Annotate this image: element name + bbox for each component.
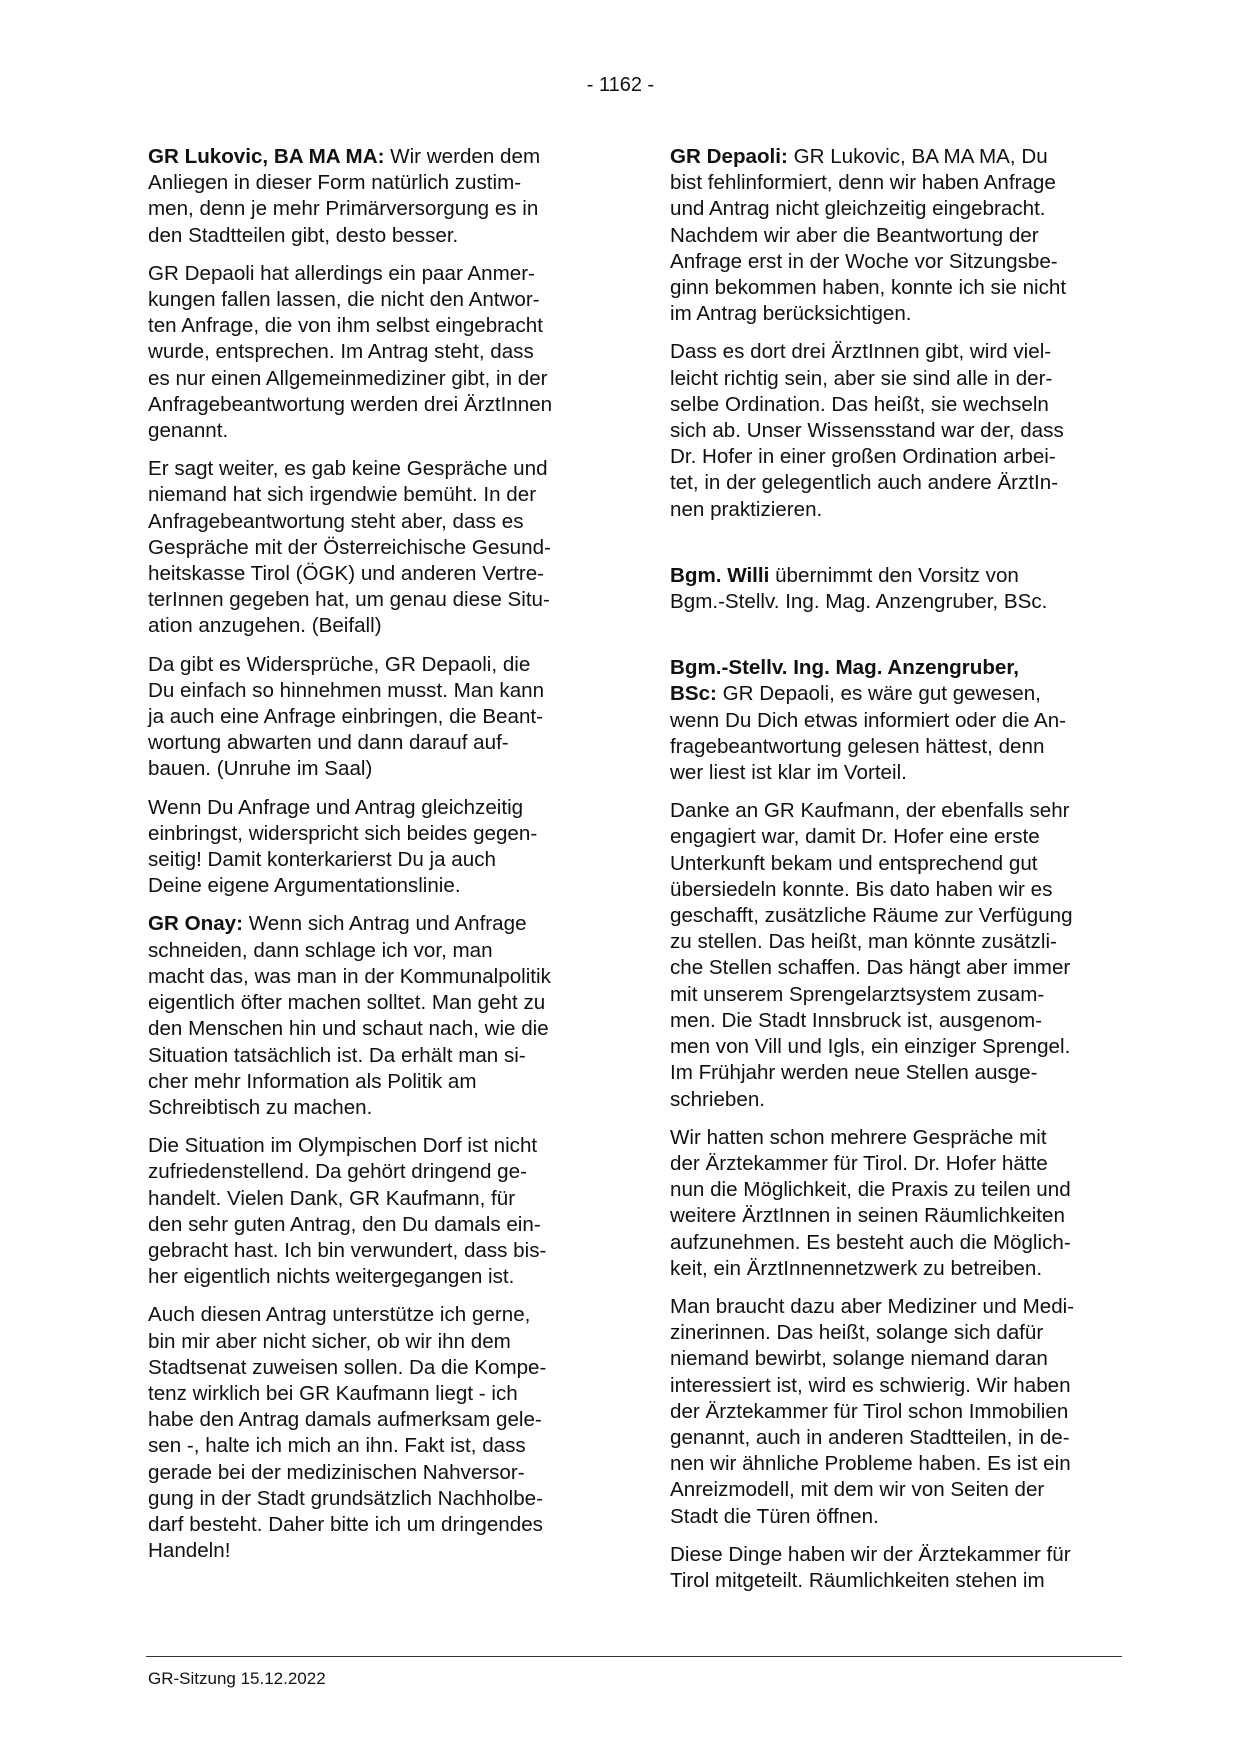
text-line: tet, in der gelegentlich auch andere ÄrztIn- <box>670 471 1059 495</box>
footer-session-date: GR-Sitzung 15.12.2022 <box>148 1669 326 1688</box>
text-line: aufzunehmen. Es besteht auch die Möglich- <box>670 1230 1071 1254</box>
text-line: heitskasse Tirol (ÖGK) und anderen Vertre- <box>148 562 545 586</box>
text-paragraph <box>670 1294 1125 1530</box>
text-paragraph <box>148 261 603 444</box>
text-line: Dass es dort drei ÄrztInnen gibt, wird viel- <box>670 340 1052 364</box>
text-paragraph <box>148 1133 603 1290</box>
text-line: Situation tatsächlich ist. Da erhält man si- <box>148 1043 526 1067</box>
text-line: Schreibtisch zu machen. <box>148 1095 373 1119</box>
text-line: Danke an GR Kaufmann, der ebenfalls sehr <box>670 799 1070 823</box>
right-column <box>670 144 1125 1606</box>
text-line: Unterkunft bekam und entsprechend gut <box>670 851 1038 875</box>
text-paragraph <box>670 1542 1125 1594</box>
text-line: darf besteht. Daher bitte ich um dringendes <box>148 1512 543 1536</box>
text-line: Dr. Hofer in einer großen Ordination arbei- <box>670 445 1056 469</box>
text-line: zu stellen. Das heißt, man könnte zusätzli- <box>670 930 1057 954</box>
text-line: handelt. Vielen Dank, GR Kaufmann, für <box>148 1186 516 1210</box>
text-line: Anfragebeantwortung steht aber, dass es <box>148 509 524 533</box>
speech-paragraph <box>670 655 1125 786</box>
text-paragraph <box>148 456 603 639</box>
text-line: den Menschen hin und schaut nach, wie die <box>148 1017 549 1041</box>
text-line: Bgm.-Stellv. Ing. Mag. Anzengruber, BSc. <box>670 590 1048 614</box>
text-line: Nachdem wir aber die Beantwortung der <box>670 223 1039 247</box>
text-line: eigentlich öfter machen solltet. Man geht zu <box>148 991 546 1015</box>
text-line: Diese Dinge haben wir der Ärztekammer für <box>670 1542 1071 1566</box>
text-line: geschafft, zusätzliche Räume zur Verfügung <box>670 904 1073 928</box>
text-line: gebracht hast. Ich bin verwundert, dass bis- <box>148 1238 547 1262</box>
text-line: bist fehlinformiert, denn wir haben Anfrage <box>670 171 1056 195</box>
speech-paragraph <box>670 144 1125 327</box>
text-line: genannt, auch in anderen Stadtteilen, in de- <box>670 1425 1070 1449</box>
text-line: engagiert war, damit Dr. Hofer eine erste <box>670 825 1040 849</box>
text-line: GR Depaoli: GR Lukovic, BA MA MA, Du <box>670 145 1048 168</box>
text-line: habe den Antrag damals aufmerksam gele- <box>148 1408 542 1432</box>
text-line: zufriedenstellend. Da gehört dringend ge- <box>148 1160 527 1184</box>
text-line: Auch diesen Antrag unterstütze ich gerne, <box>148 1303 531 1327</box>
text-line: bin mir aber nicht sicher, ob wir ihn dem <box>148 1329 511 1353</box>
text-line: schneiden, dann schlage ich vor, man <box>148 938 493 962</box>
text-line: und Antrag nicht gleichzeitig eingebracht. <box>670 197 1046 221</box>
text-line: niemand hat sich irgendwie bemüht. In der <box>148 483 537 507</box>
speaker-name: Bgm.-Stellv. Ing. Mag. Anzengruber, <box>670 656 1019 680</box>
text-line: Die Situation im Olympischen Dorf ist nicht <box>148 1134 538 1158</box>
text-line: ation anzugehen. (Beifall) <box>148 614 382 638</box>
text-line: übersiedeln konnte. Bis dato haben wir es <box>670 877 1053 901</box>
text-line: Handeln! <box>148 1539 231 1563</box>
text-line: Stadtsenat zuweisen sollen. Da die Kompe- <box>148 1355 547 1379</box>
text-line: den Stadtteilen gibt, desto besser. <box>148 223 459 247</box>
text-line: Wenn Du Anfrage und Antrag gleichzeitig <box>148 795 524 819</box>
text-line: sich ab. Unser Wissensstand war der, dass <box>670 419 1064 443</box>
speaker-name: GR Onay: <box>148 912 243 936</box>
text-line: Er sagt weiter, es gab keine Gespräche und <box>148 457 548 481</box>
text-line: selbe Ordination. Das heißt, sie wechseln <box>670 392 1049 416</box>
text-line: wenn Du Dich etwas informiert oder die An- <box>670 708 1067 732</box>
text-line: BSc: GR Depaoli, es wäre gut gewesen, <box>670 682 1041 706</box>
text-line: keit, ein ÄrztInnennetzwerk zu betreiben. <box>670 1256 1043 1280</box>
text-line: gerade bei der medizinischen Nahversor- <box>148 1460 525 1484</box>
speech-paragraph <box>148 144 603 249</box>
text-line: GR Onay: Wenn sich Antrag und Anfrage <box>148 912 527 936</box>
speaker-name: Bgm. Willi <box>670 563 770 587</box>
text-line: wer liest ist klar im Vorteil. <box>670 761 907 785</box>
text-line: Deine eigene Argumentationslinie. <box>148 874 461 898</box>
text-line: Bgm. Willi übernimmt den Vorsitz von <box>670 563 1019 587</box>
text-line: Du einfach so hinnehmen musst. Man kann <box>148 678 545 702</box>
speech-paragraph <box>148 911 603 1121</box>
text-line: leicht richtig sein, aber sie sind alle in der- <box>670 366 1053 390</box>
text-line: niemand bewirbt, solange niemand daran <box>670 1347 1048 1371</box>
text-line: Anfrage erst in der Woche vor Sitzungsbe- <box>670 249 1058 273</box>
text-line: ginn bekommen haben, konnte ich sie nicht <box>670 276 1067 300</box>
text-line: nen wir ähnliche Probleme haben. Es ist ein <box>670 1452 1071 1476</box>
text-line: den sehr guten Antrag, den Du damals ein- <box>148 1212 541 1236</box>
text-line: kungen fallen lassen, die nicht den Antwor- <box>148 288 540 312</box>
text-line: tenz wirklich bei GR Kaufmann liegt - ich <box>148 1381 518 1405</box>
text-line: nun die Möglichkeit, die Praxis zu teilen und <box>670 1178 1071 1202</box>
speaker-name: BSc: <box>670 682 717 706</box>
text-line: Anliegen in dieser Form natürlich zustim- <box>148 171 522 195</box>
text-line: Gespräche mit der Österreichische Gesund- <box>148 535 551 559</box>
speaker-name: GR Depaoli: <box>670 145 788 168</box>
text-line: bauen. (Unruhe im Saal) <box>148 757 373 781</box>
text-line: men von Vill und Igls, ein einziger Sprengel. <box>670 1035 1071 1059</box>
text-line: wurde, entsprechen. Im Antrag steht, dass <box>148 340 534 364</box>
text-line: sen -, halte ich mich an ihn. Fakt ist, dass <box>148 1434 526 1458</box>
text-line: GR Depaoli hat allerdings ein paar Anmer- <box>148 261 535 285</box>
text-line: Tirol mitgeteilt. Räumlichkeiten stehen im <box>670 1568 1045 1592</box>
text-line: Da gibt es Widersprüche, GR Depaoli, die <box>148 652 531 676</box>
left-column <box>148 144 603 1576</box>
text-line: terInnen gegeben hat, um genau diese Situ- <box>148 588 550 612</box>
text-line: einbringst, widerspricht sich beides gegen- <box>148 821 538 845</box>
text-line: im Antrag berücksichtigen. <box>670 302 912 326</box>
text-line: Wir hatten schon mehrere Gespräche mit <box>670 1125 1047 1149</box>
footer-divider <box>146 1656 1122 1657</box>
text-line: der Ärztekammer für Tirol. Dr. Hofer hätte <box>670 1151 1048 1175</box>
text-line: Im Frühjahr werden neue Stellen ausge- <box>670 1061 1038 1085</box>
text-line: men. Die Stadt Innsbruck ist, ausgenom- <box>670 1008 1043 1032</box>
text-line: her eigentlich nichts weitergegangen ist. <box>148 1265 515 1289</box>
page-number: - 1162 - <box>586 74 655 96</box>
text-paragraph <box>148 652 603 783</box>
text-line: Anfragebeantwortung werden drei ÄrztInnen <box>148 392 553 416</box>
text-line: cher mehr Information als Politik am <box>148 1069 477 1093</box>
text-line: ten Anfrage, die von ihm selbst eingebracht <box>148 314 543 338</box>
text-line: Anreizmodell, mit dem wir von Seiten der <box>670 1478 1045 1502</box>
text-line: zinerinnen. Das heißt, solange sich dafür <box>670 1321 1044 1345</box>
text-line: che Stellen schaffen. Das hängt aber immer <box>670 956 1071 980</box>
text-line: nen praktizieren. <box>670 497 823 521</box>
text-paragraph <box>670 798 1125 1112</box>
text-line: men, denn je mehr Primärversorgung es in <box>148 197 539 221</box>
text-line: macht das, was man in der Kommunalpolitik <box>148 964 551 988</box>
text-line: Man braucht dazu aber Mediziner und Medi- <box>670 1294 1075 1318</box>
text-paragraph <box>148 795 603 900</box>
text-paragraph <box>670 1125 1125 1282</box>
speaker-name: GR Lukovic, BA MA MA: <box>148 145 385 168</box>
text-line: Stadt die Türen öffnen. <box>670 1504 879 1528</box>
text-line: fragebeantwortung gelesen hättest, denn <box>670 734 1045 758</box>
text-line: ja auch eine Anfrage einbringen, die Beant- <box>148 705 544 729</box>
text-line: GR Lukovic, BA MA MA: Wir werden dem <box>148 145 541 168</box>
text-paragraph <box>148 1302 603 1564</box>
text-paragraph <box>670 339 1125 522</box>
text-line: gung in der Stadt grundsätzlich Nachholbe- <box>148 1486 543 1510</box>
text-line: genannt. <box>148 419 229 443</box>
text-line: der Ärztekammer für Tirol schon Immobilien <box>670 1399 1069 1423</box>
text-line: weitere ÄrztInnen in seinen Räumlichkeiten <box>670 1204 1065 1228</box>
text-line: seitig! Damit konterkarierst Du ja auch <box>148 848 496 872</box>
text-line: es nur einen Allgemeinmediziner gibt, in der <box>148 366 548 390</box>
text-line: interessiert ist, wird es schwierig. Wir haben <box>670 1373 1071 1397</box>
text-line: wortung abwarten und dann darauf auf- <box>148 731 509 755</box>
speech-paragraph <box>670 563 1125 615</box>
text-line: schrieben. <box>670 1087 766 1111</box>
text-line: mit unserem Sprengelarztsystem zusam- <box>670 982 1045 1006</box>
